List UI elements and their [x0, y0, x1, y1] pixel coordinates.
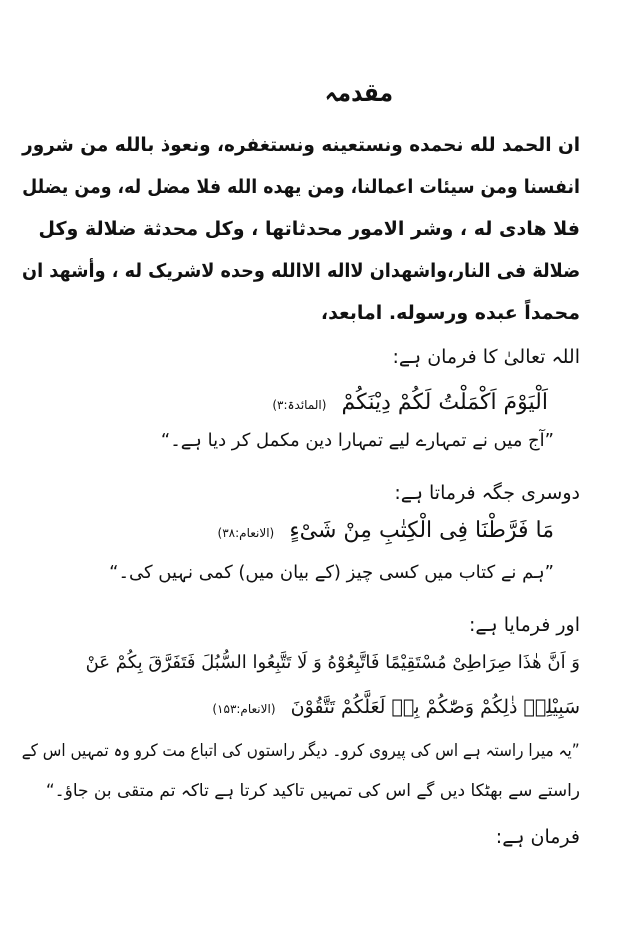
verse-2-reference: (الانعام:۳۸): [217, 526, 275, 540]
intro-heading-4: فرمان ہے:: [495, 826, 580, 848]
verse-3-line-2: [212, 696, 580, 718]
intro-heading-3: اور فرمایا ہے:: [469, 614, 580, 636]
translation-3-line-1: ”یہ میرا راستہ ہے اس کی پیروی کرو۔ دیگر راستوں کی اتباع مت کرو وہ تمہیں اس کے: [22, 741, 580, 761]
verse-2: [218, 518, 554, 543]
khutba-line-2: انفسنا ومن سيئات اعمالنا، ومن يهده الله فلا مضل له، ومن يضلل: [22, 176, 580, 198]
verse-2-text: مَا فَرَّطْنَا فِى الْكِتٰبِ مِنْ شَىْءٍ: [289, 518, 554, 543]
translation-3-line-2: راستے سے بھٹکا دیں گے اس کی تمہیں تاکید کرتا ہے تاکہ تم متقی بن جاؤ۔“: [45, 781, 580, 801]
khutba-line-3: فلا هادى له ، وشر الامور محدثاتها ، وكل محدثة ضلالة وكل: [38, 218, 580, 240]
verse-3-reference: (الانعام:۱۵۳): [212, 702, 276, 716]
intro-heading-1: اللہ تعالیٰ کا فرمان ہے:: [392, 346, 580, 368]
verse-1-reference: (المائدۃ:۳): [272, 398, 327, 412]
page-title: مقدمہ: [324, 78, 394, 107]
verse-1-text: اَلْيَوْمَ اَكْمَلْتُ لَكُمْ دِيْنَكُمْ: [341, 390, 548, 415]
verse-1: [272, 390, 548, 415]
verse-3-line-1: وَ اَنَّ هٰذَا صِرَاطِىْ مُسْتَقِيْمًا فَاتَّبِعُوْهُ وَ لَا تَتَّبِعُوا السُّبُلَ فَتَفَرَّقَ بِكُمْ عَنْ: [85, 652, 580, 673]
translation-2: ”ہم نے کتاب میں کسی چیز (کے بیان میں) کمی نہیں کی۔“: [109, 562, 554, 583]
khutba-line-1: ان الحمد لله نحمده ونستعينه ونستغفره، ونعوذ بالله من شرور: [21, 134, 580, 156]
translation-1: ”آج میں نے تمہارے لیے تمہارا دین مکمل کر دیا ہے۔“: [160, 430, 554, 451]
verse-3-text: سَبِيْلِهٖ ذٰلِكُمْ وَصّٰكُمْ بِهٖ لَعَلَّكُمْ تَتَّقُوْنَ: [290, 696, 580, 718]
intro-heading-2: دوسری جگہ فرماتا ہے:: [394, 482, 580, 504]
khutba-line-5: محمداً عبده ورسوله. امابعد،: [320, 302, 580, 324]
khutba-line-4: ضلالة فى النار،واشهدان لااله الاالله وحده لاشريک له ، وأشهد ان: [21, 260, 580, 282]
